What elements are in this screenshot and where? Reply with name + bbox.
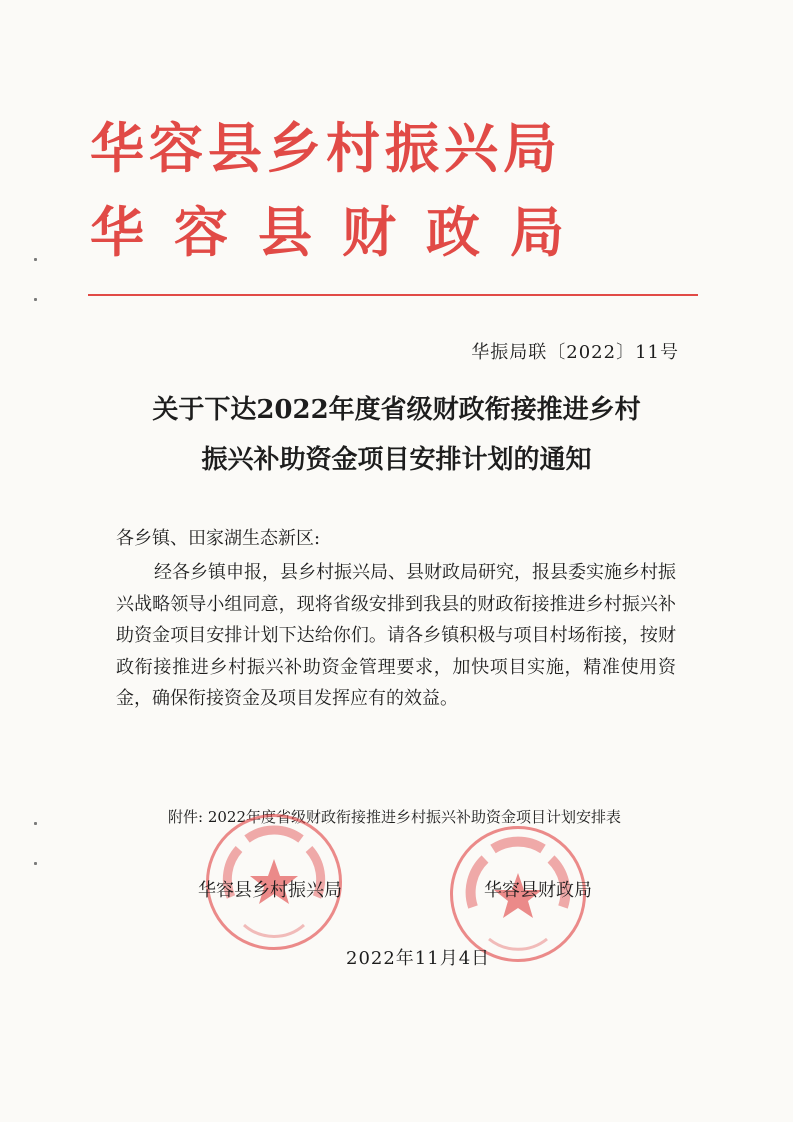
signature-rural-revitalization-bureau: 华容县乡村振兴局 [198, 880, 342, 901]
red-divider [88, 294, 698, 296]
document-title-line-1: 关于下达2022年度省级财政衔接推进乡村 [152, 395, 641, 425]
attachment-note: 附件: 2022年度省级财政衔接推进乡村振兴补助资金项目计划安排表 [168, 808, 621, 826]
scan-mark [34, 822, 37, 825]
issuer-line-2: 华容县财政局 [90, 201, 594, 264]
document-number: 华振局联〔2022〕11号 [471, 342, 679, 363]
scan-mark [34, 862, 37, 865]
issuer-line-1: 华容县乡村振兴局 [90, 117, 562, 180]
issue-date: 2022年11月4日 [346, 948, 491, 969]
body-paragraph: 经各乡镇申报，县乡村振兴局、县财政局研究，报县委实施乡村振兴战略领导小组同意，现将省级安排到我县的财政衔接推进乡村振兴补助资金项目安排计划下达给你们。请各乡镇积极与项目村场衔接，按财政衔接推进乡村振兴补助资金管理要求，加快项目实施，精准使用资金，确保衔接资金及项目发挥应有的效益。 [116, 562, 676, 710]
signature-finance-bureau: 华容县财政局 [484, 880, 592, 901]
scan-mark [34, 298, 37, 301]
addressee: 各乡镇、田家湖生态新区: [116, 528, 321, 549]
document-title-line-2: 振兴补助资金项目安排计划的通知 [201, 445, 592, 475]
scan-mark [34, 258, 37, 261]
